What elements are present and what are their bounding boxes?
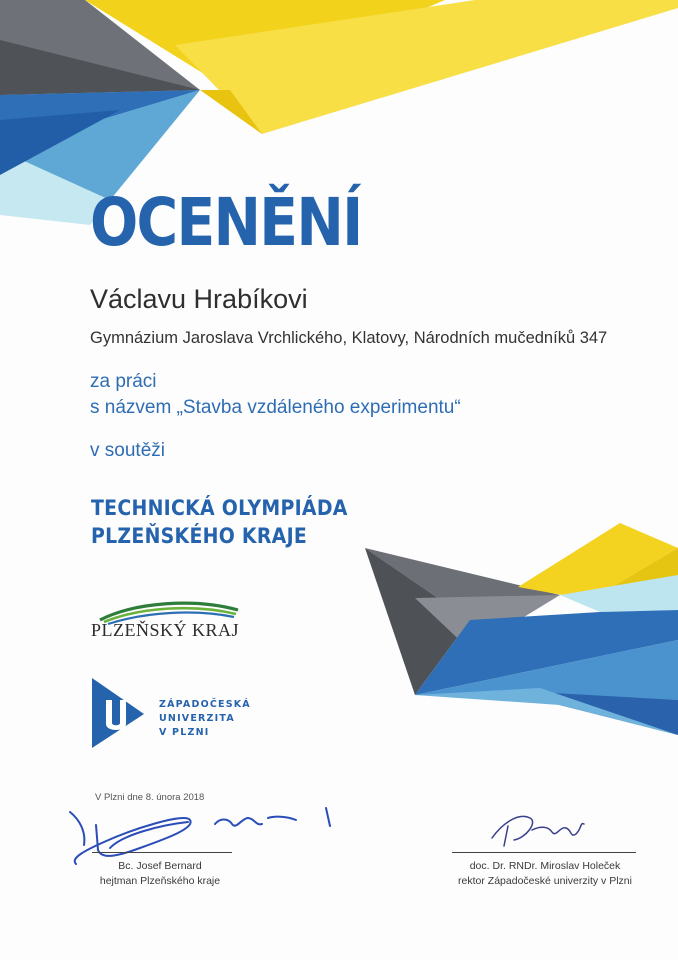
- competition-intro: v soutěži: [90, 440, 165, 461]
- place-date: V Plzni dne 8. února 2018: [95, 792, 205, 803]
- recipient-name: Václavu Hrabíkovi: [90, 284, 308, 314]
- signature-bernard: [70, 808, 330, 864]
- plzensky-kraj-logo-text: PLZEŇSKÝ KRAJ: [91, 620, 240, 640]
- competition-name-line-1: TECHNICKÁ OLYMPIÁDA: [91, 496, 348, 520]
- signatory-2-name: doc. Dr. RNDr. Miroslav Holeček: [469, 860, 621, 872]
- signatory-2-role: rektor Západočeské univerzity v Plzni: [458, 875, 632, 887]
- signatory-1-role: hejtman Plzeňského kraje: [99, 875, 221, 887]
- competition-name-line-2: PLZEŇSKÉHO KRAJE: [91, 524, 308, 548]
- work-title: s názvem „Stavba vzdáleného experimentu“: [90, 397, 461, 418]
- signature-line-left: [92, 852, 232, 853]
- signatory-1-name: Bc. Josef Bernard: [118, 860, 202, 872]
- school-address: Gymnázium Jaroslava Vrchlického, Klatovy, Národních mučedníků 347: [90, 329, 608, 347]
- page-title: OCENĚNÍ: [90, 184, 362, 261]
- zcu-logo-line-3: V PLZNI: [159, 727, 210, 738]
- signature-line-right: [452, 852, 636, 853]
- zcu-logo-mark: [92, 678, 152, 748]
- zcu-logo-line-1: ZÁPADOČESKÁ: [159, 699, 251, 710]
- signature-holecek: [492, 816, 584, 846]
- zcu-logo-line-2: UNIVERZITA: [159, 713, 235, 724]
- work-intro: za práci: [90, 371, 157, 392]
